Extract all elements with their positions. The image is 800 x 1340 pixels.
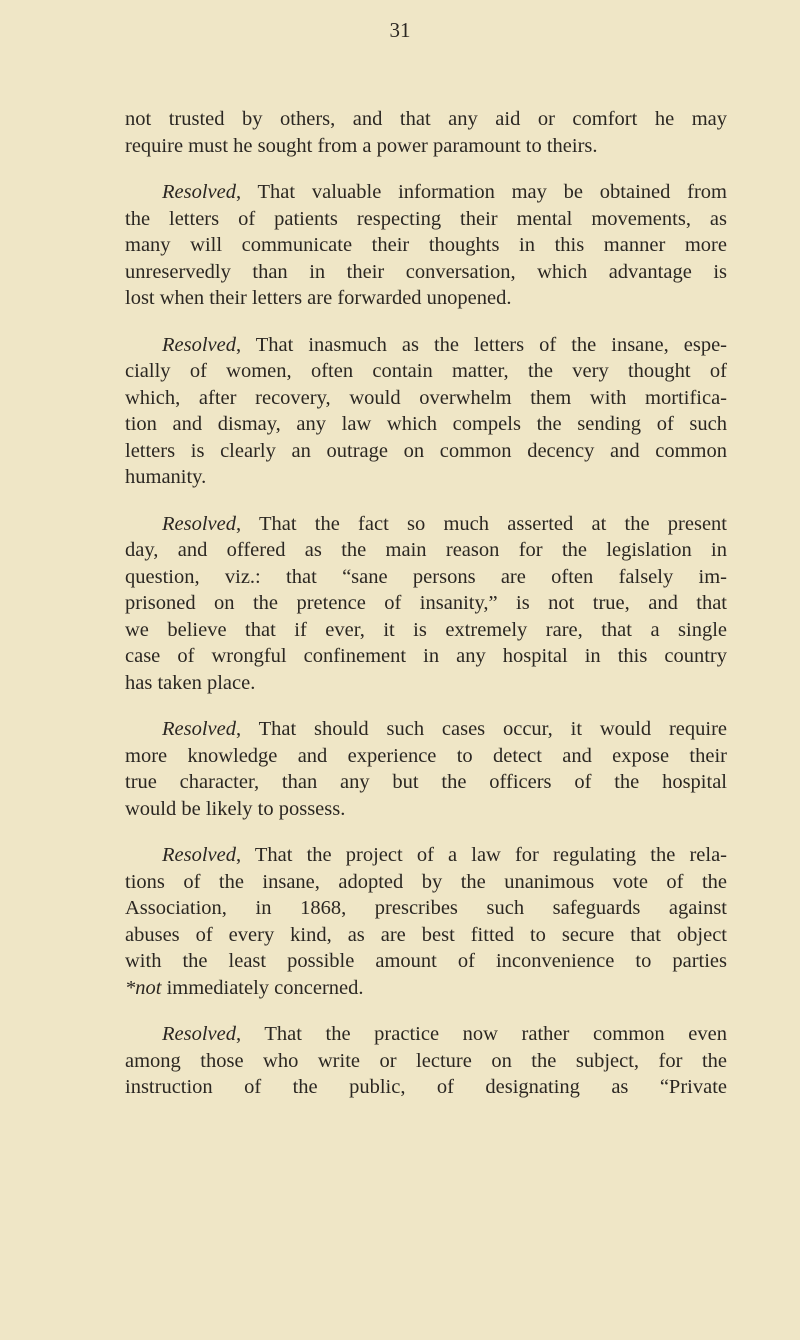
text-segment: case of wrongful confinement in any hospital in this country — [125, 645, 727, 667]
text-segment: among those who write or lecture on the subject, for the — [125, 1049, 727, 1072]
text-segment: question, viz.: that “sane persons are often falsely im- — [125, 565, 727, 588]
text-line — [125, 385, 727, 412]
text-segment: Association, in 1868, prescribes such safeguards against — [125, 897, 727, 919]
text-line — [125, 179, 727, 206]
resolved-lead: Resolved — [162, 718, 236, 740]
resolved-lead: Resolved — [162, 1023, 236, 1045]
text-line — [125, 511, 727, 538]
text-line — [125, 617, 727, 644]
text-segment: instruction of the public, of designating as “Private — [125, 1076, 727, 1098]
text-segment: the letters of patients respecting their mental movements, as — [125, 207, 727, 230]
text-line — [125, 206, 727, 233]
resolved-lead: Resolved — [162, 181, 236, 203]
text-line — [125, 922, 727, 949]
text-segment: , That valuable information may be obtained from — [236, 181, 727, 203]
text-line — [125, 285, 727, 312]
body-text — [125, 106, 727, 1121]
paragraph — [125, 106, 727, 159]
paragraph — [125, 179, 727, 312]
paragraph — [125, 1021, 727, 1101]
resolved-lead: Resolved — [162, 333, 236, 356]
text-segment: , That should such cases occur, it would require — [236, 718, 727, 740]
text-segment: not trusted by others, and that any aid or comfort he may — [125, 108, 727, 130]
text-segment: cially of women, often contain matter, the very thought of — [125, 360, 727, 382]
text-segment: has taken place. — [125, 671, 256, 694]
text-line — [125, 564, 727, 591]
text-segment: prisoned on the pretence of insanity,” is not true, and that — [125, 592, 727, 614]
text-segment: unreservedly than in their conversation, which advantage is — [125, 260, 727, 283]
text-line — [125, 842, 727, 869]
text-segment: day, and offered as the main reason for the legislation in — [125, 539, 727, 561]
text-segment: would be likely to possess. — [125, 797, 346, 820]
text-line — [125, 438, 727, 465]
text-line — [125, 670, 727, 697]
text-segment: which, after recovery, would overwhelm them with mortifica- — [125, 386, 727, 409]
text-line — [125, 1074, 727, 1101]
paragraph — [125, 716, 727, 822]
text-line — [125, 259, 727, 286]
text-segment: true character, than any but the officers of the hospital — [125, 771, 727, 793]
text-segment: *not — [125, 976, 162, 999]
text-segment: more knowledge and experience to detect and expose their — [125, 744, 727, 767]
text-line — [125, 895, 727, 922]
text-line — [125, 133, 727, 160]
text-line — [125, 1048, 727, 1075]
text-line — [125, 411, 727, 438]
text-line — [125, 948, 727, 975]
text-segment: require must he sought from a power paramount to theirs. — [125, 134, 598, 157]
text-segment: tion and dismay, any law which compels the sending of such — [125, 413, 727, 435]
paragraph — [125, 332, 727, 491]
resolved-lead: Resolved — [162, 844, 236, 866]
paragraph — [125, 842, 727, 1001]
text-segment: lost when their letters are forwarded unopened. — [125, 287, 512, 309]
text-segment: immediately concerned. — [161, 976, 364, 999]
text-line — [125, 358, 727, 385]
text-line — [125, 232, 727, 259]
text-line — [125, 1021, 727, 1048]
paragraph — [125, 511, 727, 697]
text-segment: , That the project of a law for regulating the rela- — [236, 844, 727, 866]
text-segment: , That the practice now rather common even — [236, 1023, 727, 1045]
text-segment: tions of the insane, adopted by the unanimous vote of the — [125, 870, 727, 893]
text-segment: abuses of every kind, as are best fitted to secure that object — [125, 923, 727, 946]
text-segment: , That the fact so much asserted at the present — [236, 512, 727, 535]
text-segment: with the least possible amount of inconvenience to parties — [125, 950, 727, 972]
resolved-lead: Resolved — [162, 512, 236, 535]
text-segment: many will communicate their thoughts in this manner more — [125, 234, 727, 256]
text-line — [125, 796, 727, 823]
text-segment: humanity. — [125, 466, 207, 488]
text-line — [125, 716, 727, 743]
text-line — [125, 643, 727, 670]
page-number: 31 — [389, 18, 411, 42]
text-line — [125, 769, 727, 796]
text-line — [125, 869, 727, 896]
text-line — [125, 590, 727, 617]
text-line — [125, 464, 727, 491]
text-segment: , That inasmuch as the letters of the insane, espe- — [236, 333, 727, 356]
text-line — [125, 743, 727, 770]
text-line — [125, 975, 727, 1002]
text-segment: letters is clearly an outrage on common decency and common — [125, 439, 727, 462]
text-line — [125, 106, 727, 133]
text-segment: we believe that if ever, it is extremely rare, that a single — [125, 618, 727, 641]
text-line — [125, 537, 727, 564]
text-line — [125, 332, 727, 359]
